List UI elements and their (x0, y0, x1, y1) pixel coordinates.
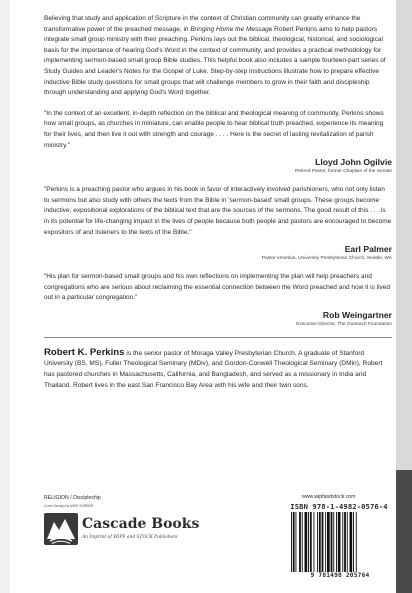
publisher-website: www.wipfandstock.com (302, 494, 356, 500)
barcode-icon (290, 512, 390, 572)
book-description (44, 14, 392, 99)
barcode-block (284, 502, 394, 584)
waterfall-logo-icon (44, 513, 78, 545)
author-bio (44, 348, 392, 391)
book-title: Bringing Home the Message (190, 25, 273, 33)
endorser-role-2: Pastor emeritus, University Presbyterian Church, Seattle, WA (261, 256, 392, 262)
endorsement-quote-3: "His plan for sermon-based small groups and his own reflections on implementing the plan will help preachers and congregations who are serious about reclaiming the essential connection between the Word preached and how it is lived out in a particular congregation." (44, 273, 391, 302)
isbn-number: ISBN 978-1-4982-0576-4 (290, 502, 388, 511)
endorser-role-1: Retired Pastor, former Chaplain of the Senate (294, 169, 392, 175)
right-edge-dark-strip (396, 470, 412, 593)
publisher-imprint: An Imprint of WIPF and STOCK Publishers (82, 535, 178, 540)
description-body: Robert Perkins aims to help pastors integrate small group ministry with their preaching. Perkins lays out the biblical, theological, historical, and sociological basis for the importance of hearing God's Word in the context of community, and provides a practical methodology for implementing sermon-based small group Bible studies. This helpful book also includes a sample fourteen-part series of Study Guides and Leader's Notes for the Gospel of Luke. Step-by-step instructions illustrate how to prepare effective inductive Bible study questions for small groups that will challenge members to grow in their faith and discipleship through understanding and applying God's Word together. (44, 25, 386, 97)
cover-footer (44, 495, 396, 585)
category-label: RELIGION / Discipleship (44, 495, 101, 501)
author-bio-text: is the senior pastor of Moraga Valley Presbyterian Church. A graduate of Stanford University (BS, MS), Fuller Theological Seminary (MDiv), and Gordon-Conwell Theological Seminary (DMin), Robert has pastored churches in Massachusetts, California, and Bangladesh, and served as a missionary in India and Thailand. Robert lives in the east San Francisco Bay Area with his wife and their twin sons. (44, 349, 383, 389)
author-name: Robert K. Perkins (44, 346, 125, 358)
left-edge-strip (0, 0, 10, 593)
cover-text (44, 14, 392, 391)
cover-design-credit: Cover Design by MIKE SURBER (44, 504, 94, 508)
publisher-logo (44, 513, 200, 553)
endorser-role-3: Executive Director, The Outreach Foundation (296, 321, 392, 327)
endorser-name-1: Lloyd John Ogilvie (315, 157, 392, 168)
right-edge-strip (396, 0, 412, 593)
endorser-name-2: Earl Palmer (344, 244, 392, 255)
barcode-number: 9 781498 205764 (310, 572, 370, 579)
endorsement-quote-2: "Perkins is a preaching pastor who argues in his book in favor of interactively involved parishioners, who not only listen to sermons but also study with others the texts from the Bible in 'sermon-based' small groups. These groups become inductive, expositional explorations of the biblical text that are the sources of the sermons. The good result of this . . . is in its potential for life-changing impact in the lives of people because both people and pastors are encouraged to become expositors of and listeners to the texts of the Bible." (44, 186, 392, 236)
description-lead: Believing that study and application of Scripture in the context of Christian community can greatly enhance the transformative power of the preached message, in (44, 15, 361, 33)
publisher-name: Cascade Books (82, 516, 200, 532)
section-divider (44, 337, 392, 338)
endorsement-quote-1: "In the context of an excellent, in-depth reflection on the biblical and theological meaning of community, Perkins shows how small groups, as churches in miniature, can enable people to hear biblical truth preached, experience its meaning for their lives, and then live it out with strength and courage . . . . Here is the secret of lasting revitalization of parish ministry." (44, 109, 384, 149)
endorser-name-3: Rob Weingartner (322, 309, 392, 320)
